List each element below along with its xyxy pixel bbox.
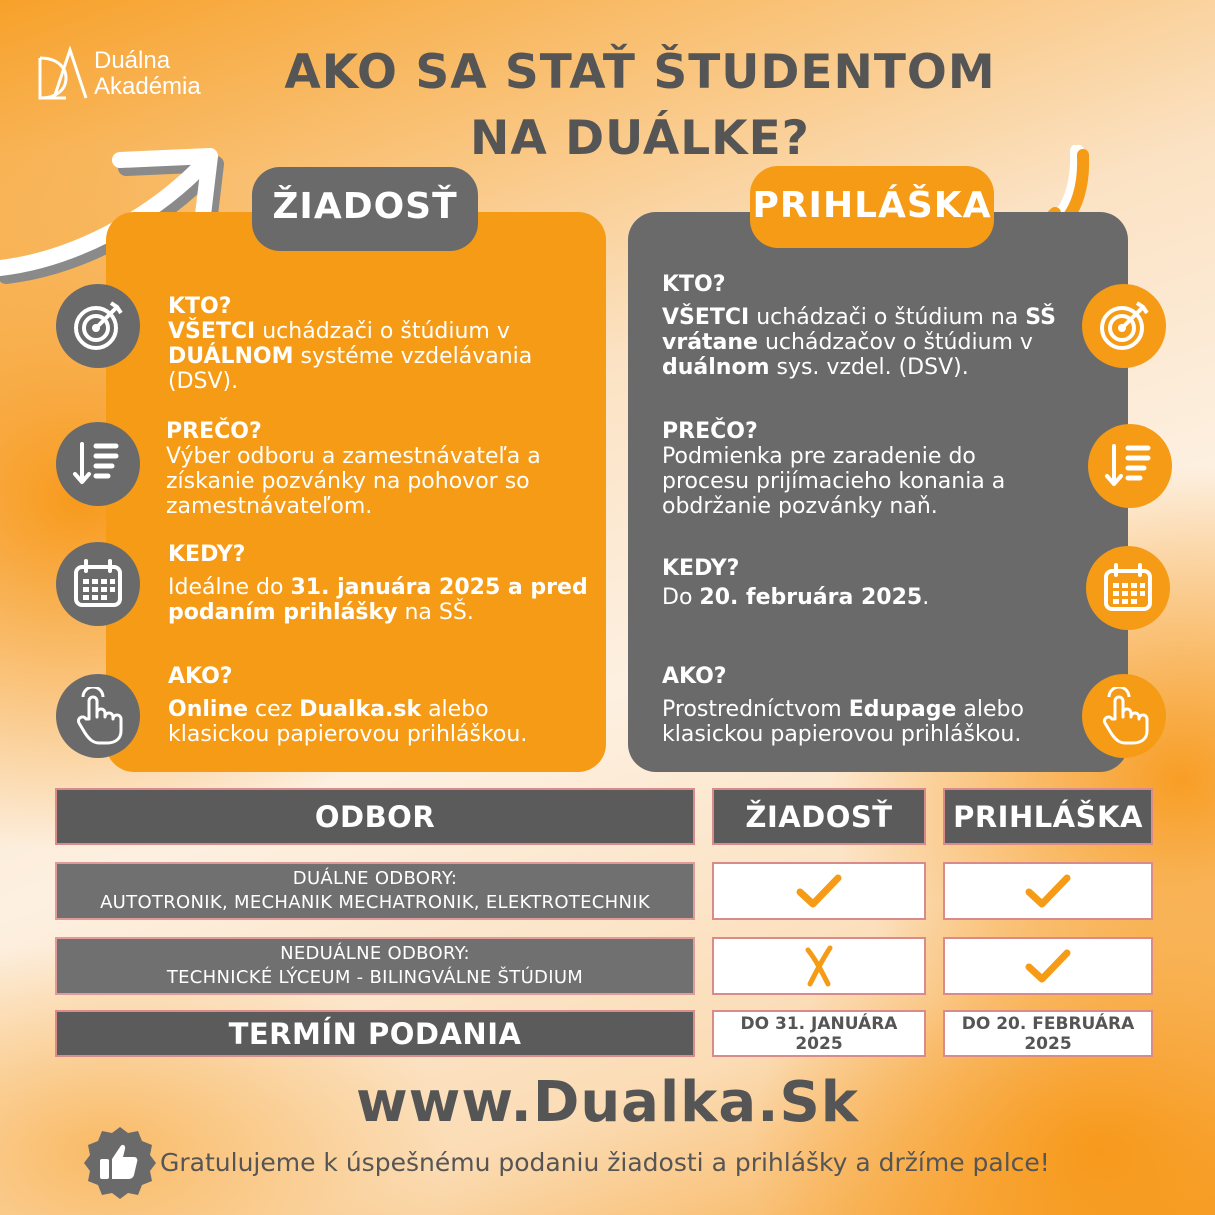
- ako-heading: AKO?: [662, 664, 727, 689]
- table-row-termin: TERMÍN PODANIA: [55, 1010, 695, 1057]
- ako-heading: AKO?: [168, 664, 233, 689]
- table-row-neduale: [55, 937, 695, 995]
- row-line2: TECHNICKÉ LÝCEUM - BILINGVÁLNE ŠTÚDIUM: [166, 967, 584, 988]
- checkmark-icon: [795, 872, 843, 910]
- cross-icon: [802, 944, 836, 988]
- ako-text: alebo klasickou papierovou prihláškou.: [662, 697, 1024, 747]
- row2-ziadost-cell: [712, 937, 926, 995]
- footer-message: Gratulujeme k úspešnému podaniu žiadosti a prihlášky a držíme palce!: [160, 1148, 1050, 1177]
- kto-text: uchádzači o štúdium na: [749, 305, 1026, 330]
- prihlaska-ako: [662, 664, 1062, 747]
- title-line1: AKO SA STAŤ ŠTUDENTOM: [284, 45, 996, 100]
- kto-heading: KTO?: [662, 272, 726, 297]
- target-icon: [56, 284, 140, 368]
- da-triangle-logo-icon: [36, 46, 88, 102]
- ziadost-kedy: [168, 542, 588, 625]
- preco-text: Podmienka pre zaradenie do procesu prijímacieho konania a obdržanie pozvánky naň.: [662, 444, 1006, 519]
- row1-prihlaska-cell: [943, 862, 1153, 920]
- table-row-dualne: [55, 862, 695, 920]
- row-line1: DUÁLNE ODBORY:: [292, 868, 458, 889]
- sort-list-icon: [56, 422, 140, 506]
- kto-bold: VŠETCI: [662, 305, 750, 330]
- kedy-text: Do: [662, 585, 700, 610]
- kto-bold: SŠ vrátane: [662, 305, 1056, 355]
- prihlaska-label: PRIHLÁŠKA: [750, 166, 994, 248]
- tap-hand-icon: [1082, 674, 1166, 758]
- kto-bold: DUÁLNOM: [168, 344, 294, 369]
- prihlaska-preco: [662, 419, 1062, 519]
- brand-line2: Akadémia: [94, 73, 201, 100]
- brand-name: [94, 48, 201, 100]
- row-line2: AUTOTRONIK, MECHANIK MECHATRONIK, ELEKTROTECHNIK: [100, 892, 650, 913]
- ziadost-preco: [166, 419, 586, 519]
- calendar-icon: [56, 542, 140, 626]
- tap-hand-icon: [56, 674, 140, 758]
- row2-prihlaska-cell: [943, 937, 1153, 995]
- kto-bold: duálnom: [662, 355, 770, 380]
- kedy-text: .: [922, 585, 930, 610]
- kedy-text: na SŠ.: [397, 600, 474, 625]
- row-line1: NEDUÁLNE ODBORY:: [280, 943, 470, 964]
- target-icon: [1082, 284, 1166, 368]
- kto-text: uchádzači o štúdium v: [255, 319, 510, 344]
- kto-text: sys. vzdel. (DSV).: [769, 355, 969, 380]
- prihlaska-kedy: [662, 556, 1062, 610]
- kto-text: uchádzačov o štúdium v: [757, 330, 1033, 355]
- row1-ziadost-cell: [712, 862, 926, 920]
- table-header-ziadost: ŽIADOSŤ: [712, 788, 926, 845]
- ako-bold: Edupage: [848, 697, 957, 722]
- page-title: [250, 40, 1030, 172]
- preco-heading: PREČO?: [166, 419, 262, 444]
- title-line2: NA DUÁLKE?: [470, 111, 810, 166]
- ziadost-deadline: DO 31. JANUÁRA 2025: [712, 1010, 926, 1057]
- ziadost-kto: [168, 294, 588, 394]
- prihlaska-deadline: DO 20. FEBRUÁRA 2025: [943, 1010, 1153, 1057]
- calendar-icon: [1086, 546, 1170, 630]
- brand-line1: Duálna: [94, 47, 171, 74]
- ziadost-label: ŽIADOSŤ: [252, 167, 478, 251]
- preco-heading: PREČO?: [662, 419, 758, 444]
- kedy-bold: 31. januára 2025 a pred podaním prihlášky: [168, 575, 588, 625]
- website-link[interactable]: www.Dualka.Sk: [355, 1070, 860, 1135]
- ziadost-ako: [168, 664, 588, 747]
- prihlaska-kto: [662, 272, 1062, 380]
- sort-list-icon: [1088, 424, 1172, 508]
- ako-bold: Online: [168, 697, 249, 722]
- kto-bold: VŠETCI: [168, 319, 256, 344]
- kto-text: systéme vzdelávania (DSV).: [168, 344, 533, 394]
- kedy-bold: 20. februára 2025: [699, 585, 923, 610]
- thumbs-up-badge-icon: [82, 1125, 158, 1201]
- ako-text: cez: [248, 697, 300, 722]
- kto-heading: KTO?: [168, 294, 232, 319]
- preco-text: Výber odboru a zamestnávateľa a získanie pozvánky na pohovor so zamestnávateľom.: [166, 444, 541, 519]
- kedy-text: Ideálne do: [168, 575, 291, 600]
- kedy-heading: KEDY?: [168, 542, 246, 567]
- table-header-prihlaska: PRIHLÁŠKA: [943, 788, 1153, 845]
- checkmark-icon: [1024, 947, 1072, 985]
- ako-text: alebo klasickou papierovou prihláškou.: [168, 697, 528, 747]
- checkmark-icon: [1024, 872, 1072, 910]
- kedy-heading: KEDY?: [662, 556, 740, 581]
- table-header-odbor: ODBOR: [55, 788, 695, 845]
- ako-text: Prostredníctvom: [662, 697, 849, 722]
- brand-logo: [36, 46, 236, 106]
- ako-bold: Dualka.sk: [299, 697, 422, 722]
